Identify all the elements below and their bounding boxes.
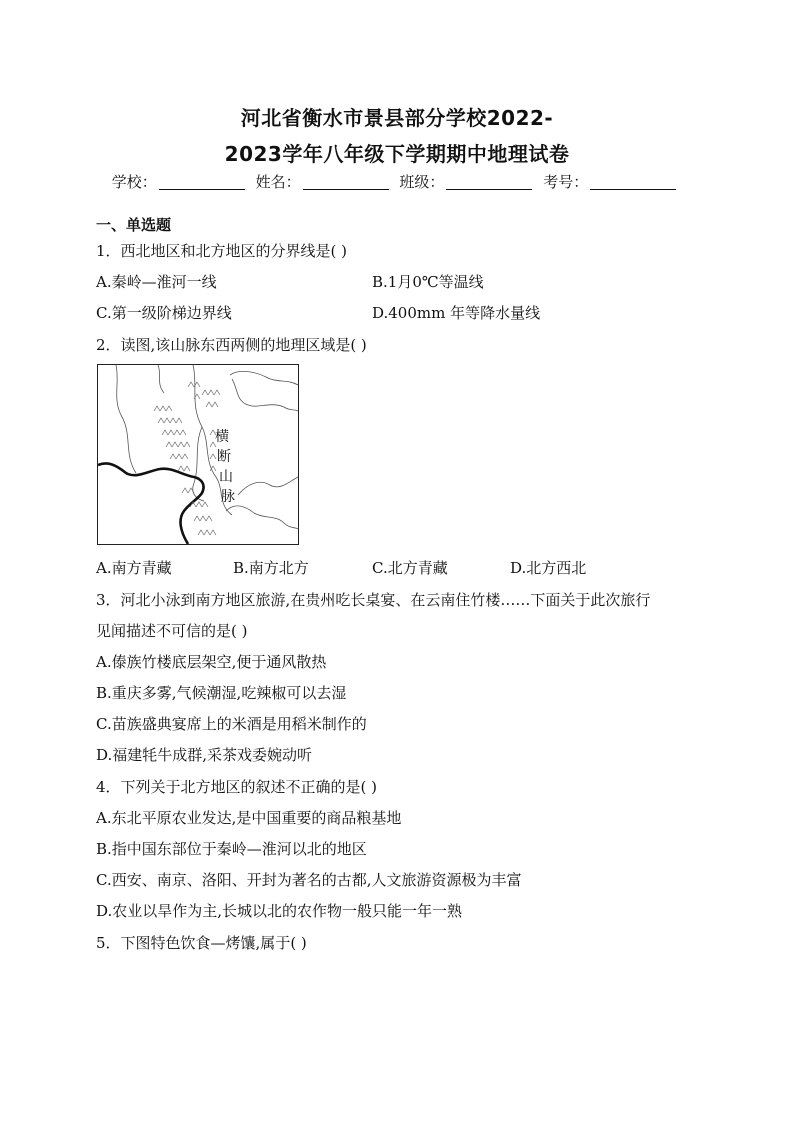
question-3-stem-line1: 3．河北小泳到南方地区旅游,在贵州吃长桌宴、在云南住竹楼……下面关于此次旅行: [96, 591, 651, 609]
map-label-char-3: 山: [219, 469, 233, 485]
question-2-option-d: D.北方西北: [510, 559, 587, 577]
map-thick-border: [98, 463, 204, 544]
exam-title-line2: 2023学年八年级下学期期中地理试卷: [224, 142, 570, 166]
class-blank: [446, 174, 532, 190]
map-boundary-ne-2: [232, 379, 298, 411]
mountain-symbols: [154, 382, 220, 535]
question-1-option-a: A.秦岭—淮河一线: [96, 273, 217, 291]
map-river-1: [116, 365, 136, 473]
question-4-option-b: B.指中国东部位于秦岭—淮河以北的地区: [96, 840, 367, 858]
question-2-stem: 2．读图,该山脉东西两侧的地理区域是( ): [96, 336, 367, 354]
exam-number-blank: [590, 174, 676, 190]
question-1-option-d: D.400mm 年等降水量线: [372, 304, 541, 322]
school-label: 学校：: [111, 173, 157, 191]
question-4-stem: 4．下列关于北方地区的叙述不正确的是( ): [96, 778, 378, 796]
map-figure: [98, 365, 298, 544]
map-boundary-ne: [230, 371, 298, 385]
hengduan-mountains-map: [97, 364, 299, 545]
question-3-option-a: A.傣族竹楼底层架空,便于通风散热: [96, 653, 327, 671]
question-1-option-c: C.第一级阶梯边界线: [96, 304, 232, 322]
map-label-char-1: 横: [215, 429, 229, 445]
question-4-option-a: A.东北平原农业发达,是中国重要的商品粮基地: [96, 809, 402, 827]
question-4-option-c: C.西安、南京、洛阳、开封为著名的古都,人文旅游资源极为丰富: [96, 871, 522, 889]
question-1-option-b: B.1月0℃等温线: [372, 273, 484, 291]
map-river-3: [158, 365, 164, 393]
class-label: 班级：: [399, 173, 445, 191]
student-info-row: [0, 171, 794, 192]
question-3-option-b: B.重庆多雾,气候潮湿,吃辣椒可以去湿: [96, 684, 347, 702]
question-2-option-c: C.北方青藏: [372, 559, 448, 577]
name-label: 姓名：: [255, 173, 301, 191]
question-5-stem: 5．下图特色饮食—烤馕,属于( ): [96, 934, 307, 952]
exam-title-line1: 河北省衡水市景县部分学校2022-: [240, 106, 554, 130]
map-label-char-4: 脉: [221, 489, 235, 505]
exam-number-label: 考号：: [543, 173, 589, 191]
map-boundary-e: [238, 477, 298, 495]
map-boundary-se: [226, 506, 298, 529]
name-blank: [303, 174, 389, 190]
question-4-option-d: D.农业以旱作为主,长城以北的农作物一般只能一年一熟: [96, 902, 463, 920]
question-2-option-a: A.南方青藏: [96, 559, 172, 577]
question-3-option-c: C.苗族盛典宴席上的米酒是用稻米制作的: [96, 715, 367, 733]
question-3-option-d: D.福建牦牛成群,采茶戏委婉动听: [96, 746, 313, 764]
question-1-stem: 1．西北地区和北方地区的分界线是( ): [96, 242, 348, 260]
school-blank: [159, 174, 245, 190]
question-2-option-b: B.南方北方: [233, 559, 309, 577]
question-3-stem-line2: 见闻描述不可信的是( ): [96, 622, 248, 640]
map-label: [215, 428, 235, 505]
map-label-char-2: 断: [217, 449, 231, 465]
section-heading: 一、单选题: [96, 216, 172, 234]
